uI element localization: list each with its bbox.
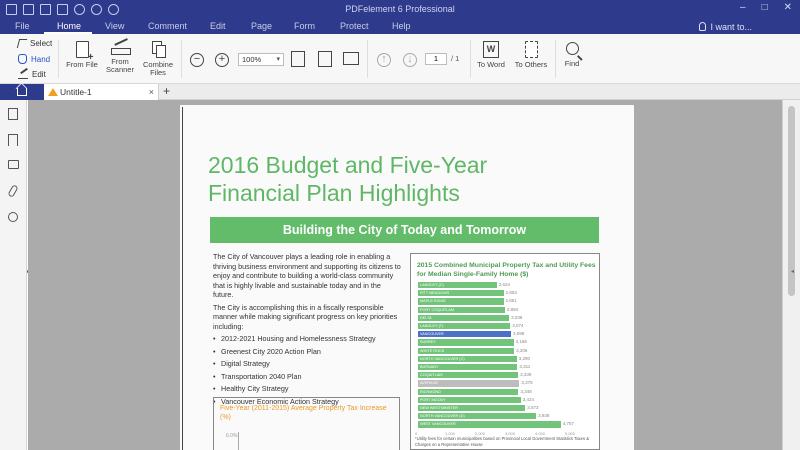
chart-title: 2015 Combined Municipal Property Tax and Utility Fees for Median Single-Family Home ($) (417, 262, 596, 278)
fullscreen-icon[interactable] (343, 52, 359, 65)
new-tab-icon[interactable]: + (163, 84, 171, 98)
chart-bar (418, 339, 514, 345)
chart-bar-label: NEW WESTMINSTER (420, 406, 458, 410)
document-page (180, 105, 634, 450)
chart-value-label: 2,851 (505, 298, 517, 304)
priority-list (213, 334, 403, 406)
left-sidebar (0, 100, 27, 450)
list-item: • Greenest City 2020 Action Plan (213, 347, 403, 357)
title-line-2: Financial Plan Highlights (208, 180, 460, 206)
zoom-in-icon[interactable]: + (215, 53, 229, 67)
to-word-label: To Word (477, 60, 505, 69)
zoom-select[interactable] (238, 53, 284, 66)
chart-bar-label: NORTH VANCOUVER (C) (420, 356, 465, 361)
bookmark-icon[interactable] (8, 134, 18, 146)
expand-right-panel-icon[interactable]: ◂ (791, 269, 795, 275)
chart-bar (418, 282, 497, 288)
chart-value-label: 3,311 (519, 364, 531, 369)
chart-bar (418, 348, 514, 354)
tax-increase-chart-title: Five-Year (2011-2015) Average Property Tax Increase (%) (220, 405, 387, 421)
hand-icon (18, 54, 27, 64)
next-page-icon[interactable]: ↓ (403, 53, 417, 67)
title-line-1: 2016 Budget and Five-Year (208, 152, 488, 178)
maximize-icon[interactable]: □ (761, 2, 768, 13)
chart-bar-label: AVERAGE (420, 381, 439, 386)
menu-view[interactable]: View (105, 21, 125, 31)
chart-bar-label: SURREY (420, 340, 436, 345)
divider (181, 40, 182, 78)
chart-value-label: 3,378 (521, 380, 533, 386)
page-number-input[interactable]: 1 (425, 53, 447, 65)
chart-bar (418, 323, 510, 329)
chart-bar-label: PORT COQUITLAM (420, 307, 455, 312)
title-bar (0, 0, 800, 19)
tax-increase-chart (213, 397, 400, 450)
zoom-value: 100% (242, 55, 262, 64)
chart-bar (418, 290, 504, 296)
from-scanner-label-2: Scanner (106, 65, 134, 74)
home-tab[interactable] (0, 84, 44, 100)
list-item: • Vancouver Economic Action Strategy (213, 397, 403, 407)
chart-bar-label: LANGLEY (T) (420, 324, 444, 328)
chart-bar (418, 331, 511, 337)
chart-value-label: 3,339 (520, 372, 532, 378)
edit-mode-button[interactable] (18, 70, 46, 79)
chart-bar (418, 356, 517, 362)
chart-bar (418, 307, 505, 313)
combine-files-label-2: Files (150, 68, 166, 77)
chart-bar (418, 421, 561, 427)
vertical-scrollbar[interactable] (782, 100, 800, 450)
convert-icon (525, 41, 538, 58)
chart-bar-label: BURNABY (420, 365, 439, 369)
property-tax-chart (410, 253, 600, 450)
search-icon[interactable] (8, 212, 18, 222)
select-label: Select (30, 39, 53, 48)
menu-home[interactable]: Home (57, 21, 82, 31)
chart-bar-label: LANGLEY (C) (420, 283, 444, 287)
chart-x-tick: 3,000 (505, 430, 516, 436)
menu-bar (0, 19, 800, 34)
chart-footnote: *Utility fees for certain municipalities based on Provincial Local Government Statistics Taxes & Charges on a Representative House (415, 436, 590, 447)
search-icon (566, 42, 579, 55)
find-label: Find (564, 59, 580, 68)
divider (58, 40, 59, 78)
chart-bar-label: DELTA (420, 315, 432, 320)
chart-value-label: 3,038 (511, 314, 523, 320)
chart-bar-label: WHITE ROCK (420, 348, 445, 353)
document-tab[interactable] (44, 84, 159, 100)
warning-icon (48, 88, 58, 96)
combine-files-label-1: Combine (142, 60, 173, 69)
menu-help[interactable]: Help (392, 21, 411, 31)
chart-bar-label: WEST VANCOUVER (420, 422, 456, 427)
attachment-icon[interactable] (7, 184, 18, 197)
chart-bar (418, 372, 518, 378)
chart-bar (418, 315, 509, 321)
chart-value-label: 3,206 (516, 347, 528, 353)
document-tab-label: Untitle-1 (60, 87, 92, 97)
chart-value-label: 3,074 (512, 323, 524, 328)
chart-x-tick: 5,000 (565, 430, 576, 436)
chart-bar-label: RICHMOND (420, 389, 441, 394)
chart-value-label: 2,894 (506, 306, 519, 312)
chart-x-tick: 0 (415, 430, 418, 436)
chart-value-label: 3,098 (512, 331, 525, 337)
paragraph-1: The City of Vancouver plays a leading role in enabling a thriving business environment and supporting its citizens to enjoy and contribute to building a world-class community that is highly livable and sustainable today and in the future. (213, 252, 401, 299)
chevron-down-icon: ▾ (276, 56, 280, 63)
home-icon (17, 88, 27, 96)
ribbon-toolbar (0, 34, 800, 84)
combine-files-button[interactable] (139, 41, 177, 77)
window-title: PDFelement 6 Professional (345, 4, 455, 14)
chart-value-label: 4,757 (562, 421, 574, 427)
chart-bar-label: MAPLE RIDGE (420, 299, 446, 304)
hand-label: Hand (31, 54, 51, 64)
hand-mode-button[interactable] (18, 54, 50, 64)
menu-protect[interactable]: Protect (340, 21, 369, 31)
chart-bar-label: COQUITLAM (420, 373, 443, 378)
chart-bar-label: VANCOUVER (420, 332, 444, 337)
divider (555, 40, 556, 78)
menu-page[interactable]: Page (251, 21, 273, 31)
chart-value-label: 2,624 (498, 282, 510, 287)
tax-increase-y-axis (238, 432, 239, 450)
chart-x-tick: 2,000 (475, 430, 486, 436)
chart-bar (418, 298, 504, 304)
lightbulb-icon (699, 22, 706, 31)
chart-x-tick: 4,000 (535, 430, 546, 436)
divider (470, 40, 471, 78)
chart-value-label: 3,348 (520, 388, 532, 394)
to-others-button[interactable] (510, 41, 552, 69)
scanner-icon (111, 41, 129, 55)
minimize-icon[interactable]: – (740, 2, 746, 13)
edit-label: Edit (32, 70, 46, 79)
chart-bar-label: PORT MOODY (420, 397, 446, 402)
chart-bar (418, 397, 521, 403)
select-mode-button[interactable] (18, 39, 52, 48)
menu-form[interactable]: Form (294, 21, 315, 31)
chart-bar-label: PITT MEADOWS (420, 291, 450, 296)
from-file-button[interactable] (64, 41, 100, 69)
new-file-icon (76, 41, 89, 58)
chart-value-label: 3,573 (527, 405, 539, 410)
menu-comment[interactable]: Comment (148, 21, 188, 31)
chart-value-label: 3,290 (518, 355, 530, 361)
chart-bar (418, 413, 536, 419)
list-item: • Transportation 2040 Plan (213, 372, 403, 382)
find-button[interactable] (558, 42, 586, 68)
word-icon: W (483, 41, 499, 58)
list-item: • Digital Strategy (213, 359, 403, 369)
chart-value-label: 3,424 (522, 396, 534, 402)
close-icon[interactable]: ✕ (783, 2, 792, 13)
divider (367, 40, 368, 78)
page-total: / 1 (451, 54, 460, 63)
chart-bar (418, 405, 525, 411)
previous-page-icon[interactable]: ↑ (377, 53, 391, 67)
to-word-button[interactable] (473, 41, 509, 69)
body-text (213, 252, 403, 409)
cursor-icon (17, 39, 27, 48)
chart-x-tick: 1,000 (445, 430, 456, 436)
list-item: • 2012-2021 Housing and Homelessness Strategy (213, 334, 403, 344)
chart-bar (418, 389, 518, 395)
from-scanner-label-1: From (111, 57, 129, 66)
thumbnails-icon[interactable] (8, 108, 18, 120)
chart-bar (418, 380, 519, 386)
close-tab-icon[interactable]: × (148, 87, 154, 97)
fit-page-icon[interactable] (318, 51, 332, 67)
i-want-to-label: I want to... (710, 21, 752, 32)
chart-bar-label: NORTH VANCOUVER (D) (420, 414, 465, 419)
section-banner: Building the City of Today and Tomorrow (210, 217, 599, 243)
window-controls (740, 2, 792, 13)
menu-edit[interactable]: Edit (210, 21, 226, 31)
chart-value-label: 3,186 (515, 339, 527, 345)
chart-value-label: 3,938 (538, 413, 550, 419)
to-others-label: To Others (514, 60, 548, 69)
document-tab-bar (0, 84, 800, 100)
menu-file[interactable]: File (15, 21, 30, 31)
paragraph-2: The City is accomplishing this in a fiscally responsible manner while making significant progress on key priorities including: (213, 302, 398, 331)
document-title (208, 151, 487, 207)
from-file-label: From File (66, 60, 98, 69)
chart-value-label: 2,853 (505, 290, 517, 296)
combine-icon (152, 41, 165, 58)
list-item: • Healthy City Strategy (213, 384, 403, 394)
tax-increase-y-tick: 6.0% (226, 433, 238, 439)
edit-icon (18, 70, 28, 79)
fit-width-icon[interactable] (291, 51, 305, 67)
zoom-out-icon[interactable]: − (190, 53, 204, 67)
from-scanner-button[interactable] (102, 41, 138, 74)
chart-bar (418, 364, 517, 370)
i-want-to-search[interactable] (699, 19, 752, 34)
document-viewer[interactable] (28, 100, 782, 450)
comment-icon[interactable] (8, 160, 19, 169)
